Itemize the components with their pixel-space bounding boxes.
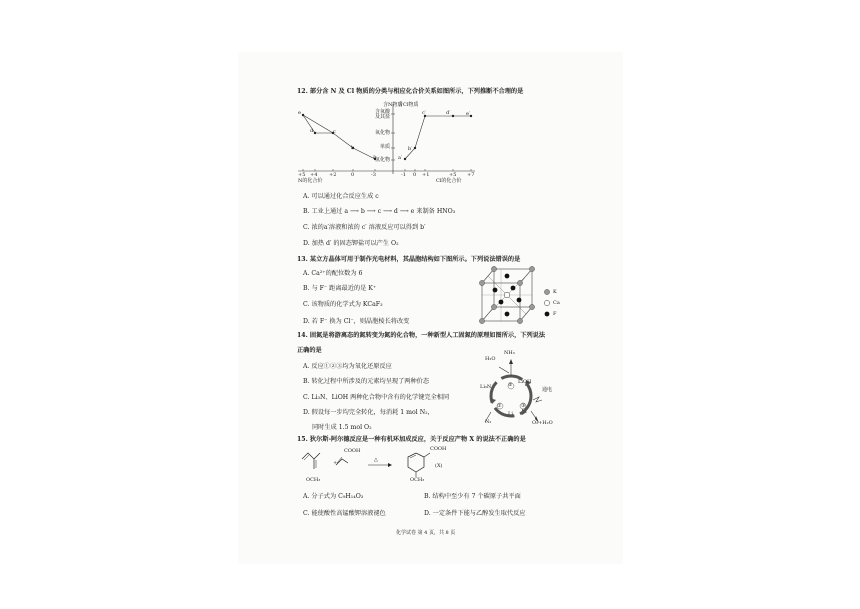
cycle-nh3: NH₃ [504,350,515,356]
legend-f: F [553,311,557,317]
cycle-h2o: H₂O [485,356,496,362]
atom-k [479,318,484,323]
cl-tick-1: 0 [413,172,417,178]
label-c: c [333,129,336,135]
atom-k [517,318,522,323]
reaction-plus: + [333,460,338,466]
label-a: a [373,154,376,160]
q15-option-c: C. 能使酸性高锰酸钾溶液褪色 [303,510,386,517]
point-d-prime [452,115,454,117]
atom-ca [504,292,510,298]
label-c-prime: c′ [422,110,426,116]
crystal-cell-diagram [478,265,538,327]
cycle-n2: N₂ [485,419,492,425]
cl-tick-4: +7 [467,172,475,178]
atom-k [479,280,484,285]
atom-f [505,274,510,279]
cycle-step-2: ② [508,382,513,388]
category-oxide: 氧化物 [375,130,391,136]
q15-option-a: A. 分子式为 C₉H₁₄O₃ [303,493,364,500]
atom-k [529,304,534,309]
category-element: 单质 [380,144,391,150]
cycle-o2-h2o: O₂+H₂O [532,420,553,426]
cycle-step-1: ① [497,403,502,409]
q14-option-d-cont: 同时生成 1.5 mol O₂ [312,424,372,431]
q13-option-b: B. 与 F⁻ 距离最近的是 K⁺ [303,285,377,292]
atom-k [517,280,522,285]
label-d: d [310,128,314,134]
cycle-power: 通电 [542,387,553,393]
n-tick-1: +4 [310,172,318,178]
label-e: e [298,110,301,116]
cycle-li: Li [508,411,513,417]
q14-option-a: A. 反应①②③均为氧化还原反应 [303,363,392,370]
atom-f [517,298,522,303]
cycle-li3n: Li₃N [480,384,492,390]
exam-page [238,52,623,564]
q12-stem: 12. 部分含 N 及 Cl 物质的分类与相应化合价关系如图所示，下列推断不合理的是 [297,88,524,95]
q12-option-c: C. 浓的a′溶液和浓的 c′ 溶液反应可以得到 b′ [303,224,426,231]
atom-k [529,266,534,271]
reactant-cooh: COOH [344,448,361,454]
q13-option-a: A. Ca²⁺的配位数为 6 [303,270,363,277]
q12-option-b: B. 工业上通过 a ⟶ b ⟶ c ⟶ d ⟶ e 来制备 HNO₃ [303,208,456,215]
point-b-prime [414,147,416,149]
cl-substance-label: 含Cl物质 [398,102,419,108]
atom-f [505,312,510,317]
legend-ca: Ca [553,300,560,306]
category-oxyacid: 含氧酸及其盐 [375,109,391,120]
n-tick-4: -3 [371,172,376,178]
n-substance-label: 含N物质 [383,102,403,108]
q13-option-d: D. 若 F⁻ 换为 Cl⁻，则晶胞棱长将改变 [303,318,410,325]
atom-f [511,286,516,291]
q12-option-d: D. 加热 d′ 的固态钾盐可以产生 O₂ [303,240,399,247]
q15-option-b: B. 结构中至少有 7 个碳原子共平面 [424,493,521,500]
q14-option-d: D. 假设每一步均完全转化，每消耗 1 mol N₂， [303,409,434,416]
cl-tick-2: +1 [422,172,430,178]
point-e [302,114,304,116]
diels-alder-reaction [300,447,490,487]
cycle-step-3: ③ [521,403,526,409]
q15-stem: 15. 狄尔斯-阿尔德反应是一种有机环加成反应，关于反应产物 X 的说法不正确的是 [297,436,526,443]
label-b: b [351,145,355,151]
q14-stem: 14. 固氮是将游离态的氮转变为氮的化合物，一种新型人工固氮的原理如图所示，下列说法 [297,332,546,339]
point-a-prime [404,158,406,160]
q13-option-c: C. 该物质的化学式为 KCaF₃ [303,301,383,308]
product-x-label: (X) [435,463,443,469]
atom-f [493,288,498,293]
q14-option-b: B. 转化过程中所涉及的元素均呈现了两种价态 [303,378,430,385]
cl-tick-0: -1 [401,172,406,178]
legend-k: K [553,289,557,295]
q14-option-c: C. Li₃N、LiOH 两种化合物中含有的化学键完全相同 [303,394,450,401]
n-axis-label: N的化合价 [298,178,323,184]
reaction-condition: △ [374,457,378,463]
label-a-prime: a′ [398,155,403,161]
reactant-och3: OCH₃ [306,477,321,483]
atom-f [499,300,504,305]
q13-stem: 13. 某立方晶体可用于制作光电材料，其晶胞结构如下图所示。下列说法错误的是 [297,256,521,263]
cl-tick-3: +5 [449,172,457,178]
atom-k [491,304,496,309]
q14-stem-cont: 正确的是 [297,347,322,354]
n-tick-0: +5 [298,172,306,178]
point-d [314,132,316,134]
page-footer: 化学试卷 第 4 页，共 8 页 [396,530,456,536]
product-cooh: COOH [430,446,447,452]
cl-axis-label: Cl的化合价 [436,178,462,184]
q15-option-d: D. 一定条件下能与乙醇发生取代反应 [424,510,526,517]
n-tick-2: +2 [329,172,337,178]
point-e-prime [470,115,472,117]
category-hydride: 氢化物 [375,157,391,163]
product-och3: OCH₃ [410,477,425,483]
label-e-prime: e′ [466,111,471,117]
label-b-prime: b′ [408,146,413,152]
label-d-prime: d′ [446,110,451,116]
q12-option-a: A. 可以通过化合反应生成 c [303,193,379,200]
cycle-lioh: LiOH [518,379,532,385]
n-tick-3: 0 [351,172,355,178]
atom-k [491,266,496,271]
crystal-legend-symbols [543,288,551,320]
